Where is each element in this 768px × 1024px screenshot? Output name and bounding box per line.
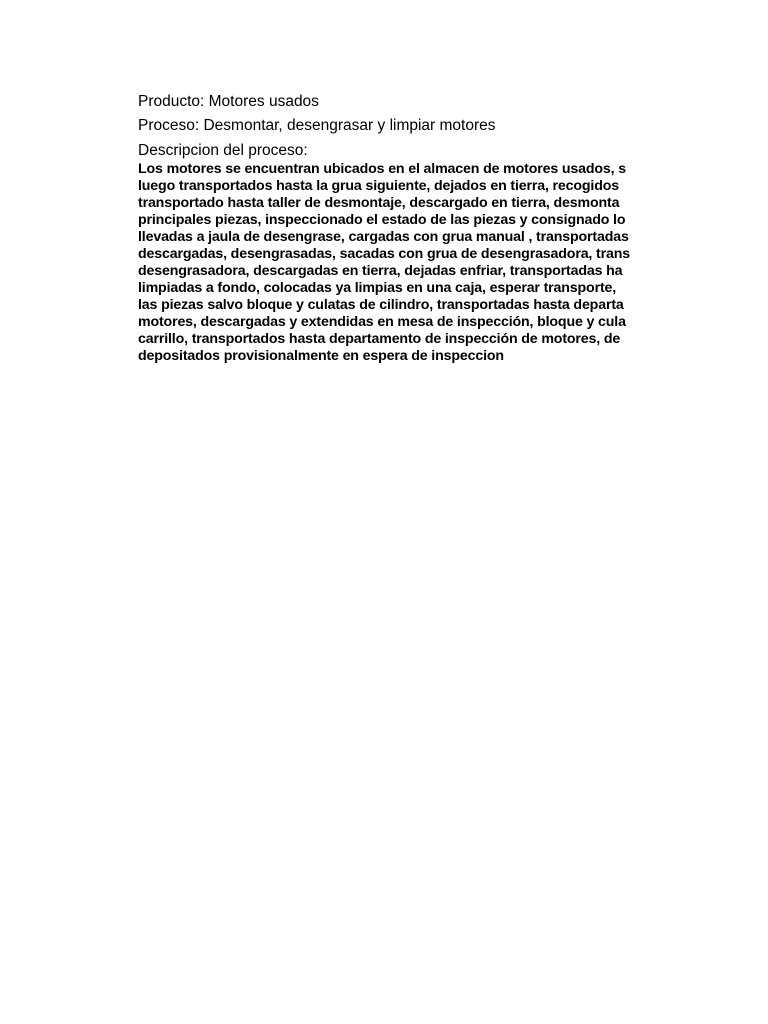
description-line: llevadas a jaula de desengrase, cargadas con grua manual , transportadas (138, 229, 629, 245)
description-line: transportado hasta taller de desmontaje, descargado en tierra, desmonta (138, 195, 620, 211)
description-line: desengrasadora, descargadas en tierra, dejadas enfriar, transportadas ha (138, 263, 623, 279)
description-label: Descripcion del proceso: (138, 142, 308, 159)
description-line: descargadas, desengrasadas, sacadas con grua de desengrasadora, trans (138, 246, 630, 262)
description-line: carrillo, transportados hasta departamento de inspección de motores, de (138, 331, 621, 347)
description-line: luego transportados hasta la grua siguiente, dejados en tierra, recogidos (138, 178, 619, 194)
description-line: depositados provisionalmente en espera de inspeccion (138, 348, 504, 364)
description-line: Los motores se encuentran ubicados en el almacen de motores usados, s (138, 161, 626, 177)
description-line: principales piezas, inspeccionado el estado de las piezas y consignado lo (138, 212, 626, 228)
description-line: limpiadas a fondo, colocadas ya limpias en una caja, esperar transporte, (138, 280, 617, 296)
description-line: las piezas salvo bloque y culatas de cilindro, transportadas hasta departa (138, 297, 624, 313)
product-line: Producto: Motores usados (138, 93, 319, 110)
process-line: Proceso: Desmontar, desengrasar y limpiar motores (138, 117, 496, 134)
description-line: motores, descargadas y extendidas en mesa de inspección, bloque y cula (138, 314, 626, 330)
